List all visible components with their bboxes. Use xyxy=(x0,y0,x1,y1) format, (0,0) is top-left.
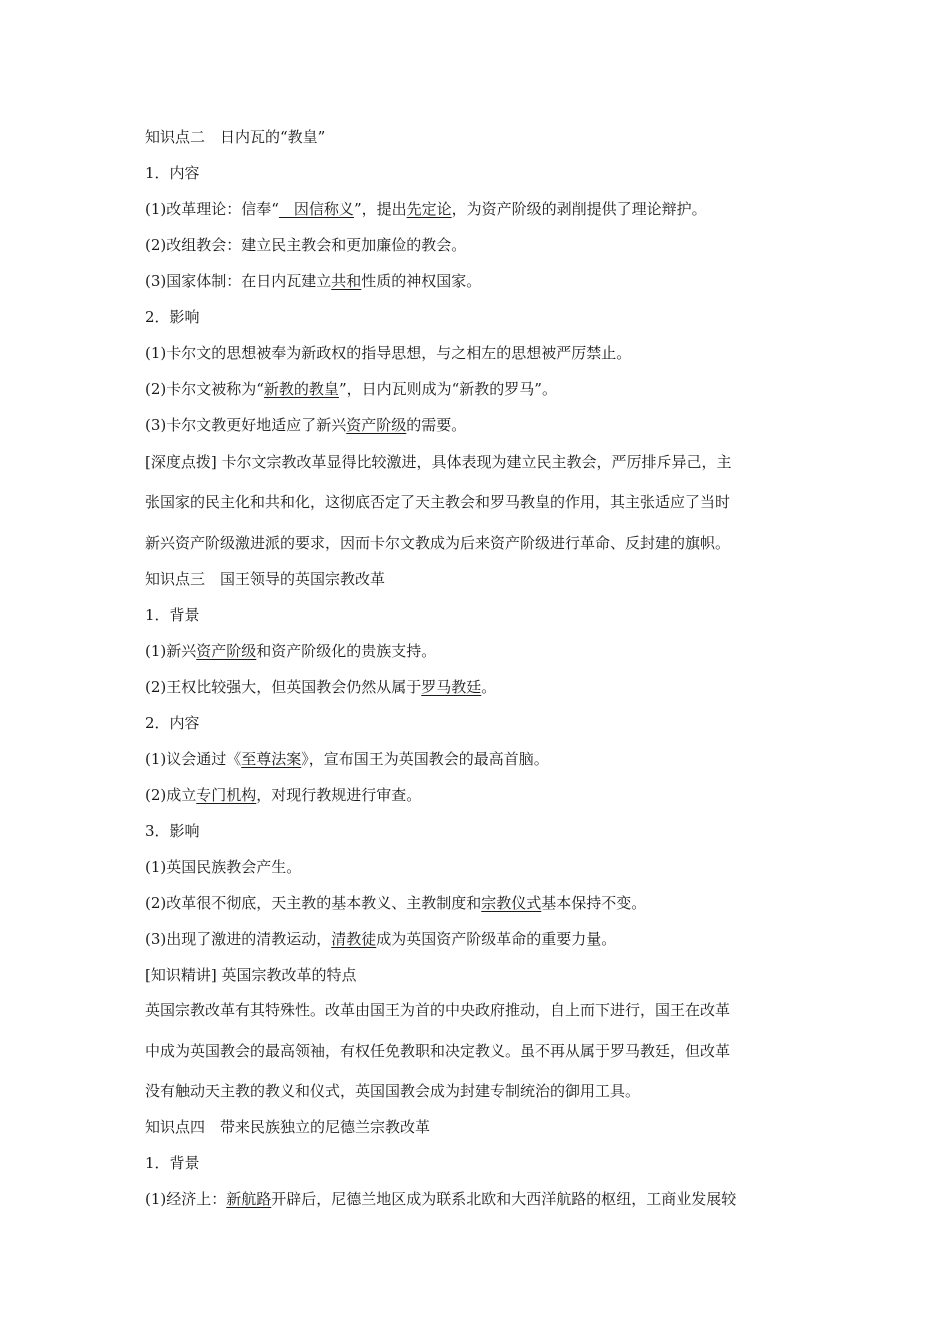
paragraph-line: (1)英国民族教会产生。 xyxy=(145,858,302,876)
paragraph-line: (1)经济上：新航路开辟后，尼德兰地区成为联系北欧和大西洋航路的枢纽，工商业发展较 xyxy=(145,1190,737,1208)
paragraph-line: (1)议会通过《至尊法案》，宣布国王为英国教会的最高首脑。 xyxy=(145,750,549,768)
answer-underlined: 专门机构 xyxy=(196,786,257,804)
paragraph-line: (1)新兴资产阶级和资产阶级化的贵族支持。 xyxy=(145,642,437,660)
subheading-influence: 3．影响 xyxy=(145,822,200,840)
subheading-content: 2．内容 xyxy=(145,714,200,732)
subheading-background: 1．背景 xyxy=(145,606,200,624)
answer-underlined: 宗教仪式 xyxy=(481,894,542,912)
paragraph-line: (2)改组教会：建立民主教会和更加廉俭的教会。 xyxy=(145,236,467,254)
answer-underlined: 至尊法案 xyxy=(241,750,302,768)
subheading-content: 1．内容 xyxy=(145,164,200,182)
knowledge-tip-line: 英国宗教改革有其特殊性。改革由国王为首的中央政府推动，自上而下进行，国王在改革 xyxy=(145,1001,731,1019)
section-heading-kp2: 知识点二 日内瓦的“教皇” xyxy=(145,128,326,146)
answer-underlined: 共和 xyxy=(331,272,362,290)
paragraph-line: (3)国家体制：在日内瓦建立共和性质的神权国家。 xyxy=(145,272,482,290)
paragraph-line: (2)卡尔文被称为“新教的教皇”，日内瓦则成为“新教的罗马”。 xyxy=(145,380,557,398)
answer-underlined: 因信称义 xyxy=(278,200,354,218)
answer-underlined: 新航路 xyxy=(226,1190,272,1208)
paragraph-line: (2)王权比较强大，但英国教会仍然从属于罗马教廷。 xyxy=(145,678,497,696)
answer-underlined: 资产阶级 xyxy=(346,416,407,434)
section-heading-kp4: 知识点四 带来民族独立的尼德兰宗教改革 xyxy=(145,1118,431,1136)
section-heading-kp3: 知识点三 国王领导的英国宗教改革 xyxy=(145,570,386,588)
paragraph-line: (1)改革理论：信奉“ 因信称义”，提出先定论，为资产阶级的剥削提供了理论辩护。 xyxy=(145,200,707,218)
paragraph-line: (2)改革很不彻底，天主教的基本教义、主教制度和宗教仪式基本保持不变。 xyxy=(145,894,647,912)
answer-underlined: 清教徒 xyxy=(331,930,377,948)
answer-underlined: 新教的教皇 xyxy=(263,380,339,398)
knowledge-tip-line: 中成为英国教会的最高领袖，有权任免教职和决定教义。虽不再从属于罗马教廷，但改革 xyxy=(145,1042,731,1060)
knowledge-tip-line: 没有触动天主教的教义和仪式，英国国教会成为封建专制统治的御用工具。 xyxy=(145,1082,641,1100)
answer-underlined: 资产阶级 xyxy=(196,642,257,660)
deep-analysis-line: 新兴资产阶级激进派的要求，因而卡尔文教成为后来资产阶级进行革命、反封建的旗帜。 xyxy=(145,534,731,552)
paragraph-line: (2)成立专门机构，对现行教规进行审查。 xyxy=(145,786,422,804)
knowledge-tip-title: [知识精讲] 英国宗教改革的特点 xyxy=(145,966,357,984)
paragraph-line: (3)出现了激进的清教运动，清教徒成为英国资产阶级革命的重要力量。 xyxy=(145,930,617,948)
answer-underlined: 先定论 xyxy=(406,200,452,218)
subheading-background: 1．背景 xyxy=(145,1154,200,1172)
deep-analysis-line: 张国家的民主化和共和化，这彻底否定了天主教会和罗马教皇的作用，其主张适应了当时 xyxy=(145,493,731,511)
paragraph-line: (1)卡尔文的思想被奉为新政权的指导思想，与之相左的思想被严厉禁止。 xyxy=(145,344,632,362)
subheading-influence: 2．影响 xyxy=(145,308,200,326)
answer-underlined: 罗马教廷 xyxy=(421,678,482,696)
paragraph-line: (3)卡尔文教更好地适应了新兴资产阶级的需要。 xyxy=(145,416,467,434)
deep-analysis-line: [深度点拨] 卡尔文宗教改革显得比较激进，具体表现为建立民主教会，严厉排斥异己，主 xyxy=(145,453,732,471)
